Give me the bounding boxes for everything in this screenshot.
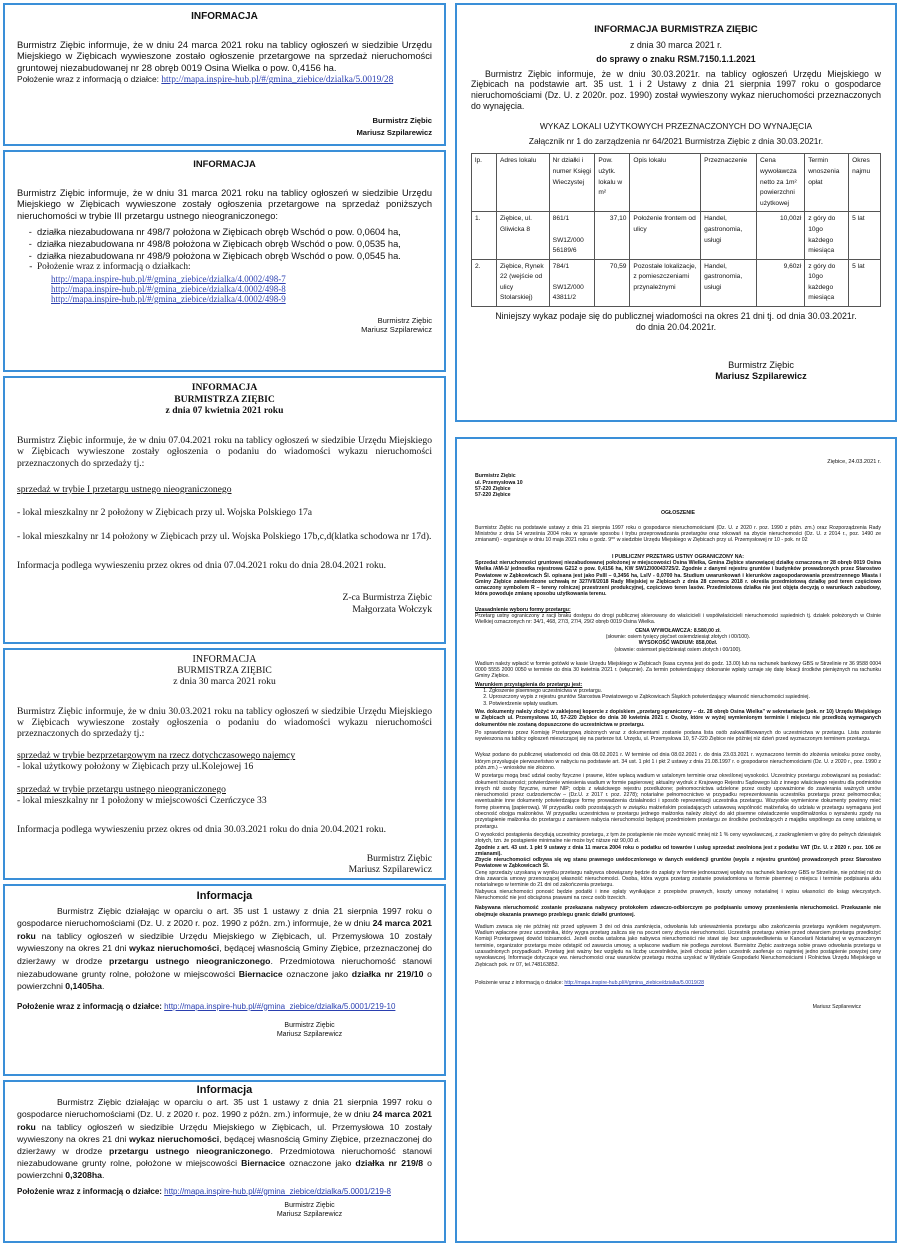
place-date: Ziębice, 24.03.2021 r.: [827, 459, 881, 465]
notice-body: Burmistrz Ziębic informuje, że w dniu 31 marca 2021 roku na tablicy ogłoszeń w siedzibie Urzędu Miejskiego w Ziębicach wywieszone zostały ogłoszenia przetargowe na sprzedaż poniższych nieruchomości w trybie III przetargu ustnego nieograniczonego:: [17, 187, 432, 221]
display-period-note: Informacja podlega wywieszeniu przez okres od dnia 07.04.2021 roku do dnia 28.04.2021 roku.: [17, 560, 386, 572]
notice-box-2: [3, 150, 446, 372]
notice-date: z dnia 07 kwietnia 2021 roku: [165, 405, 284, 417]
list-item: - działka niezabudowana nr 498/7 położona w Ziębicach obręb Wschód o pow. 0,0604 ha,: [37, 227, 432, 239]
paragraph: Wadium zwraca się nie później niż przed upływem 3 dni od dnia zamknięcia, odwołania lub unieważnienia przetargu albo zakończenia przetargu wynikiem negatywnym. Wadium wpłacone przez uczestnika, który wygra przetarg zalicza się na poczet ceny zbycia nieruchomości. Uczestnik przetargu winien przed otwarciem przetargu przedłożyć Komisji Przetargowej dowód tożsamości. Jeżeli osoba ustalona jako nabywca nieruchomości nie stawi się bez usprawiedliwienia w Kancelarii Notarialnej w wyznaczonym terminie, organizator przetargu może odstąpić od zawarcia umowy, a wpłacone wadium nie podlega zwrotowi. Burmistrz Ziębic zastrzega sobie prawo odwołania przetargu w uzasadnionych przypadkach. Przetarg jest ważny bez względu na liczbę uczestników, jeżeli chociaż jeden uczestnik zaoferuje co najmniej jedno postąpienie powyżej ceny wywoławczej. Informacje dotyczące ww. nieruchomości oraz warunków przetargu można uzyskać w Wydziale Gospodarki Nieruchomościami i Rolnictwa Urzędu Miejskiego w Ziębicach pok. nr 07, tel.748163852.: [475, 923, 881, 968]
table-cell: Handel, gastronomia, usługi: [701, 259, 757, 306]
table-row: [472, 212, 881, 259]
col-header: Nr działki i numer Księgi Wieczystej: [549, 154, 595, 212]
col-header: Termin wnoszenia opłat: [805, 154, 849, 212]
signature-name: Mariusz Szpilarewicz: [356, 127, 432, 137]
table-cell: 70,59: [595, 259, 630, 306]
address-line: Burmistrz Ziębic: [475, 473, 516, 480]
table-cell: 784/1 SW1Z/000 43811/2: [549, 259, 595, 306]
location-line: [17, 74, 432, 87]
table-header-row: [472, 154, 881, 212]
location-prefix: Położenie wraz z informacją o działce:: [475, 979, 565, 986]
table-cell: z góry do 10go każdego miesiąca: [805, 259, 849, 306]
location-label: - Położenie wraz z informacją o działkach:: [37, 262, 432, 274]
signature-role: Burmistrz Ziębic: [366, 853, 432, 865]
table-cell: 37,10: [595, 212, 630, 259]
table-cell: 861/1 SW1Z/000 56189/6: [549, 212, 595, 259]
parcel-list: [17, 227, 432, 273]
publication-period: Niniejszy wykaz podaje się do publicznej wiadomości na okres 21 dni tj. od dnia 30.03.2021r. do dnia 20.04.2021r.: [495, 311, 857, 332]
notice-subtitle: BURMISTRZA ZIĘBIC: [177, 665, 272, 677]
annex-note: Załącznik nr 1 do zarządzenia nr 64/2021 Burmistrza Ziębic z dnia 30.03.2021r.: [528, 135, 824, 146]
signature-role: Burmistrz Ziębic: [284, 1022, 335, 1030]
table-cell: 5 lat: [849, 212, 881, 259]
starting-price: CENA WYWOŁAWCZA: 8.580,00 zł.: [635, 627, 721, 634]
signature-name: Mariusz Szpilarewicz: [276, 1210, 343, 1218]
table-cell: 10,00zł: [757, 212, 805, 259]
table-cell: 9,60zł: [757, 259, 805, 306]
address-line: 57-220 Ziębice: [475, 485, 511, 492]
sale-description: Sprzedaż nieruchomości gruntowej niezabudowanej położonej w miejscowości Osina Wielka, Gmina Ziębice stanowiącej działkę oznaczoną nr 28 obręb 0019 Osina Wielka /AM-1/ jednostka rejestrowa G212 o pow. 0,4156 ha, KW SW1Z/00043725/2. Zgodnie z danymi rejestru gruntów i budynków prowadzonych przez Starostwo Powiatowe w Ząbkowicach Śl. opisana jest jako PsIII – 0,3456 ha, LsIV - 0,0700 ha. Studium uwarunkowań i kierunków zagospodarowania przestrzennego Miasta i Gminy Ziębice zatwierdzone uchwałą nr 327/VII/2018 Rady Miejskiej w Ziębicach z dnia 28 czerwca 2018 r. określa przedmiotową działkę pod teren częściowo oznaczony symbolem R – tereny rolniczej przestrzeni produkcyjnej, częściowo teren lasów. Przedmiotowa działka nie jest objęta decyzją o warunkach zabudowy, która powoduje zmianę sposobu użytkowania terenu.: [475, 559, 881, 598]
notice-title: INFORMACJA: [193, 158, 256, 169]
deposit-payment-text: Wadium należy wpłacić w formie gotówki w kasie Urzędu Miejskiego w Ziębicach (kasa czynna jest do godz. 13.00) lub na rachunek bankowy GBS w Strzelinie nr 36 9588 0004 0000 5555 2000 0050 w terminie do dnia 30 kwietnia 2021 r. (włącznie). Za termin potwierdzający dokonanie wpłaty uznaje się datę lokacji środków pieniężnych na rachunku Gminy Ziębice.: [475, 660, 881, 680]
address-line: ul. Przemysłowa 10: [475, 479, 523, 486]
sale-mode: sprzedaż w trybie bezprzetargowym na rzecz dotychczasowego najemcy: [17, 750, 296, 762]
col-header: lp.: [472, 154, 497, 212]
table-cell: 1.: [472, 212, 497, 259]
paragraph: Zbycie nieruchomości odbywa się wg stanu prawnego uwidocznionego w danych ewidencji gruntów (wypis z rejestru gruntów) prowadzonych przez Starostwo Powiatowe w Ząbkowicach Śl.: [475, 857, 881, 870]
signature-name: Mariusz Szpilarewicz: [812, 1004, 861, 1011]
table-cell: Ziębice, ul. Gliwicka 8: [497, 212, 550, 259]
notice-box-7: [455, 3, 897, 422]
col-header: Okres najmu: [849, 154, 881, 212]
map-link[interactable]: http://mapa.inspire-hub.pl/#/gmina_ziebice/dzialka/4.0002/498-7: [51, 273, 286, 284]
notice-title: INFORMACJA: [191, 11, 258, 22]
paragraph: Cenę sprzedaży uzyskaną w wyniku przetargu nabywca obowiązany będzie do zapłaty w formie jednorazowej wpłaty na rachunek bankowy GBS w Strzelinie, nie później niż do dnia zawarcia umowy przenoszącej własność nieruchomości. Osoba, która wygra przetarg zostanie powiadomiona w formie pisemnej o miejscu i terminie podpisania aktu notarialnego w terminie do 21 dni od zakończenia przetargu.: [475, 869, 881, 889]
list-item: 2. Uproszczony wypis z rejestru gruntów Starostwa Powiatowego w Ząbkowicach Śląskich potwierdzający własność nieruchomości sąsiedniej.: [489, 694, 881, 700]
list-item: 3. Potwierdzenie wpłaty wadium.: [489, 701, 881, 707]
signature-role: Z-ca Burmistrza Ziębic: [342, 591, 432, 603]
col-header: Adres lokalu: [497, 154, 550, 212]
notice-title: Informacja: [196, 1084, 253, 1096]
notice-body: Burmistrz Ziębic informuje, że w dniu 30.03.2021 roku na tablicy ogłoszeń w siedzibie Urzędu Miejskiego w Ziębicach wywieszone zostały ogłoszenia o podaniu do wiadomości wykazu nieruchomości przeznaczonych do sprzedaży tj.:: [17, 705, 432, 740]
sale-item: - lokal użytkowy położony w Ziębicach przy ul.Kolejowej 16: [17, 761, 254, 773]
deposit-amount: WYSOKOŚĆ WADIUM: 858,00zł.: [638, 640, 718, 647]
table-row: [472, 259, 881, 306]
map-link[interactable]: http://mapa.inspire-hub.pl/#/gmina_ziebice/dzialka/5.0001/219-8: [164, 1186, 391, 1196]
location-line: [475, 980, 881, 986]
conditions-label: Warunkiem przystąpienia do przetargu jest:: [475, 681, 583, 688]
signature-role: Burmistrz Ziębic: [372, 115, 432, 125]
map-link[interactable]: http://mapa.inspire-hub.pl/#/gmina_ziebice/dzialka/4.0002/498-8: [51, 283, 286, 294]
notice-box-8: [455, 437, 897, 1243]
list-item: - działka niezabudowana nr 498/8 położona w Ziębicach obręb Wschód o pow. 0,0535 ha,: [37, 239, 432, 251]
notice-box-5: [3, 884, 446, 1076]
table-cell: Pozostałe lokalizacje, z pomieszczeniami przynależnymi: [630, 259, 701, 306]
map-link[interactable]: http://mapa.inspire-hub.pl/#/gmina_ziebice/dzialka/4.0002/498-9: [51, 293, 286, 304]
table-cell: 5 lat: [849, 259, 881, 306]
tender-form-label: Uzasadnienie wyboru formy przetargu:: [475, 606, 571, 613]
notice-title: INFORMACJA: [191, 382, 258, 393]
signature-name: Mariusz Szpilarewicz: [276, 1031, 343, 1039]
notice-box-1: [3, 3, 446, 146]
notice-body: Burmistrz Ziębic informuje, że w dniu 30.03.2021r. na tablicy ogłoszeń Urzędu Miejskiego w Ziębicach na podstawie art. 35 ust. 1 i 2 Ustawy z dnia 21 sierpnia 1997 roku o gospodarce nieruchomościami (Dz. U. z 2020r. poz. 1990) został wywieszony wykaz nieruchomości przeznaczonych do wynajęcia.: [471, 68, 881, 111]
paragraph: Nabywca nieruchomości ponosić będzie podatki i inne opłaty wynikające z przepisów prawnych, koszty umowy notarialnej i wpisu własności do ksiąg wieczystych. Nieruchomość nie jest obciążona prawami na rzecz osób trzecich.: [475, 888, 881, 901]
paragraph: Wykaz podano do publicznej wiadomości od dnia 08.02.2021 r. W terminie od dnia 08.02.2021 r. do dnia 23.03.2021 r. wyznaczono termin do złożenia wniosku przez osoby, którym przysługuje pierwszeństwo w nabyciu na podstawie art. 34 ust. 1 pkt 1 i pkt 2 ustawy z dnia 21.08.1997 r. o gospodarce nieruchomościami (Dz. U. z 2020 r., poz. 1990 z późn.zm.) – wniosków nie złożono.: [475, 752, 881, 771]
premises-table: [471, 153, 881, 307]
col-header: Pow. użytk. lokalu w m²: [595, 154, 630, 212]
location-prefix: Położenie wraz z informacją o działce:: [17, 1186, 165, 1196]
table-cell: Ziębice, Rynek 22 (wejście od ulicy Stolarskiej): [497, 259, 550, 306]
signature-name: Mariusz Szpilarewicz: [348, 864, 432, 876]
map-link[interactable]: http://mapa.inspire-hub.pl/#/gmina_ziebice/dzialka/5.0019/28: [161, 75, 394, 86]
signature-name: Mariusz Szpilarewicz: [361, 324, 432, 334]
col-header: Opis lokalu: [630, 154, 701, 212]
envelope-instructions: Ww. dokumenty należy złożyć w zaklejonej kopercie z dopiskiem „przetarg ograniczony – dz. 28 obręb Osina Wielka” w sekretariacie (pok. nr 10) Urzędu Miejskiego w Ziębicach ul. Przemysłowa 10, 57-220 Ziębice do dnia 30 kwietnia 2021 r. Osoby, które w wyżej wymienionym terminie i miejscu nie przedłożą wymaganych dokumentów nie zostaną dopuszczone do uczestnictwa w przetargu.: [475, 708, 881, 728]
location-prefix: Położenie wraz z informacją o działce:: [17, 74, 162, 85]
sender-address: [475, 473, 881, 498]
notice-title: INFORMACJA: [192, 654, 257, 665]
map-link[interactable]: http://mapa.inspire-hub.pl/#/gmina_ziebice/dzialka/5.0001/219-10: [164, 1001, 396, 1011]
sale-mode: sprzedaż w trybie I przetargu ustnego nieograniczonego: [17, 483, 232, 495]
notice-box-3: [3, 376, 446, 644]
notice-box-4: [3, 648, 446, 880]
col-header: Przeznaczenie: [701, 154, 757, 212]
signature-role: Burmistrz Ziębic: [284, 1201, 335, 1209]
notice-title: Informacja: [196, 890, 253, 902]
sale-item: - lokal mieszkalny nr 2 położony w Ziębicach przy ul. Wojska Polskiego 17a: [17, 507, 313, 519]
signature-name: Mariusz Szpilarewicz: [715, 370, 807, 381]
case-reference: do sprawy o znaku RSM.7150.1.1.2021: [596, 54, 756, 65]
list-heading: WYKAZ LOKALI UŻYTKOWYCH PRZEZNACZONYCH DO WYNAJĘCIA: [539, 121, 813, 132]
signature-role: Burmistrz Ziębic: [728, 360, 794, 371]
notice-body: Burmistrz Ziębic informuje, że w dniu 07.04.2021 roku na tablicy ogłoszeń w siedzibie Urzędu Miejskiego w Ziębicach wywieszone zostały ogłoszenia o podaniu do wiadomości wykazu nieruchomości przeznaczonych do sprzedaży tj.:: [17, 434, 432, 469]
sale-item: - lokal mieszkalny nr 1 położony w miejscowości Czerńczyce 33: [17, 794, 267, 806]
table-cell: z góry do 10go każdego miesiąca: [805, 212, 849, 259]
tender-heading: I PUBLICZNY PRZETARG USTNY OGRANICZONY NA:: [612, 553, 744, 560]
address-line: 57-220 Ziębice: [475, 492, 511, 499]
announcement-heading: OGŁOSZENIE: [660, 510, 695, 517]
intro-text: Burmistrz Ziębic na podstawie ustawy z dnia 21 sierpnia 1997 roku o gospodarce nieruchomościami (Dz. U. z 2020 r. poz. 1990 z późn. zm.) oraz Rozporządzenia Rady Ministrów z dnia 14 września 2004 roku w sprawie sposobu i trybu przeprowadzania przetargów oraz rokowań na zbycie nieruchomości (Dz. U. z 2014 r., poz. 1490 ze zmianami) - organizuje w dniu 10 maja 2021 roku o godz. 9⁰⁰ w siedzibie Urzędu Miejskiego w Ziębicach przy ul. Przemysłowej nr 10 - pok. nr 02: [475, 524, 881, 544]
notice-date: z dnia 30 marca 2021 r.: [630, 39, 722, 50]
paragraph: O wysokości postąpienia decydują uczestnicy przetargu, z tym że postąpienie nie może wynosić mniej niż 1 % ceny wywoławczej, z zaokrągleniem w górę do pełnych dziesiątek złotych, tzn. że postąpienie minimalne nie może być niższe niż 90,00 zł.: [475, 831, 881, 845]
table-cell: Handel, gastronomia, usługi: [701, 212, 757, 259]
commission-text: Po sprawdzeniu przez Komisję Przetargową złożonych wraz z dokumentami zostanie podana lista osób zakwalifikowanych do uczestnictwa w przetargu. Lista zostanie wywieszona na tablicy ogłoszeń mieszczącej się na parterze tut. Urzędu, ul. Przemysłowa 10, 57-220 Ziębice nie później niż dzień przed wyznaczonym terminem przetargu.: [475, 729, 881, 743]
sale-item: - lokal mieszkalny nr 14 położony w Ziębicach przy ul. Wojska Polskiego 17b,c,d(klatka schodowa nr 17d).: [17, 530, 432, 542]
location-prefix: Położenie wraz z informacją o działce:: [17, 1001, 165, 1011]
location-line: [17, 1001, 432, 1014]
location-line: [17, 1186, 432, 1198]
notice-date: z dnia 30 marca 2021 roku: [173, 676, 276, 688]
paragraph: Zgodnie z art. 43 ust. 1 pkt 9 ustawy z dnia 11 marca 2004 roku o podatku od towarów i usług sprzedaż zwolniona jest z podatku VAT (Dz. U. z 2020 r. poz. 106 ze zmianami).: [475, 844, 881, 857]
notice-title: INFORMACJA BURMISTRZA ZIĘBIC: [594, 24, 758, 35]
notice-box-6: [3, 1080, 446, 1243]
signature-name: Małgorzata Wołczyk: [352, 603, 432, 615]
notice-subtitle: BURMISTRZA ZIĘBIC: [174, 393, 275, 405]
list-item: - działka niezabudowana nr 498/9 położona w Ziębicach obręb Wschód o pow. 0,0545 ha.: [37, 251, 432, 263]
signature-role: Burmistrz Ziębic: [377, 315, 432, 325]
col-header: Cena wywoławcza netto za 1m² powierzchni użytkowej: [757, 154, 805, 212]
notice-body: Burmistrz Ziębic działając w oparciu o art. 35 ust 1 ustawy z dnia 21 sierpnia 1997 roku o gospodarce nieruchomościami (Dz. U. z 2020 r. poz. 1990 z późn. zm.) informuje, że w dniu 24 marca 2021 roku na tablicy ogłoszeń w siedzibie Urzędu Miejskiego w Ziębicach, ul. Przemysłowa 10 zostały wywieszony na okres 21 dni wykaz nieruchomości, będącej własnością Gminy Ziębice, przeznaczonej do dzierżawy w drodze przetargu ustnego nieograniczonego. Przedmiotowa nieruchomość stanowi niezabudowane grunty rolne, położone w miejscowości Biernacice oznaczone jako działka nr 219/10 o powierzchni 0,1405ha.: [17, 905, 433, 992]
paragraph: W przetargu mogą brać udział osoby fizyczne i prawne, które wpłacą wadium w ustalonym terminie oraz określonej wysokości. Uczestnicy przetargu zobowiązani są posiadać: dokument tożsamości; potwierdzenie wniesienia wadium w formie papierowej; aktualny wydruk z Krajowego Rejestru Sądowego lub z innego właściwego rejestru dla podmiotów innych niż osoby fizyczne, numer NIP; odpis z właściwego rejestru przedłużone; pełnomocnictwa udzielone przez osoby upoważnione do zawierania ważnych umów nieruchomości przez cudzoziemców – (Dz.U. z 2017 r. poz. 2278); notarialne pełnomocnictwo w przypadku reprezentowania uczestnika przetargu przez pełnomocnika; ewentualnie inne dokumenty potwierdzające formę prowadzenia działalności i sposób reprezentacji uczestnika przetargu. Wszystkie wymienione dokumenty powinny mieć formę pisemną (papierową). W przypadku osób pozostających w związku małżeńskim posiadających ustawową wspólność małżeńską do udziału w przetargu wymagana jest obecność obojga małżonków. W przypadku uczestnictwa w przetargu jednego małżonka należy złożyć do akt pisemne oświadczenie współmałżonka o wyrażeniu zgody na przystąpienie małżonka do przetargu z zamiarem nabycia nieruchomości będącej przedmiotem przetargu ze środków pochodzących z majątku wspólnego za cenę ustaloną w przetargu.: [475, 773, 881, 830]
map-links: [17, 274, 432, 304]
conditions-list: [475, 688, 881, 707]
map-link[interactable]: http://mapa.inspire-hub.pl/#/gmina_ziebice/dzialka/5.0019/28: [564, 979, 704, 986]
table-cell: 2.: [472, 259, 497, 306]
display-period-note: Informacja podlega wywieszeniu przez okres od dnia 30.03.2021 roku do dnia 20.04.2021 roku.: [17, 824, 386, 836]
notice-body: Burmistrz Ziębic informuje, że w dniu 24 marca 2021 roku na tablicy ogłoszeń w siedzibie Urzędu Miejskiego w Ziębicach wywieszone zostało ogłoszenie przetargowe na sprzedaż nieruchomości gruntowej niezabudowanej nr 28 obręb 0019 Osina Wielka o pow. 0,4156 ha.: [17, 38, 432, 73]
sale-mode: sprzedaż w trybie przetargu ustnego nieograniczonego: [17, 783, 226, 795]
starting-price-words: (słownie: osiem tysięcy pięćset osiemdziesiąt złotych i 00/100).: [605, 633, 751, 640]
table-cell: Położenie frontem od ulicy: [630, 212, 701, 259]
notice-body: Burmistrz Ziębic działając w oparciu o art. 35 ust 1 ustawy z dnia 21 sierpnia 1997 roku o gospodarce nieruchomościami (Dz. U. z 2020 r. poz. 1990 z późn. zm.) informuje, że w dniu 24 marca 2021 roku na tablicy ogłoszeń w siedzibie Urzędu Miejskiego w Ziębicach, ul. Przemysłowa 10 zostały wywieszony na okres 21 dni wykaz nieruchomości, będącej własnością Gminy Ziębice, przeznaczonej do dzierżawy w drodze przetargu ustnego nieograniczonego. Przedmiotowa nieruchomość stanowi niezabudowane grunty rolne, położone w miejscowości Biernacice oznaczone jako działka nr 219/8 o powierzchni 0,3208ha.: [17, 1097, 433, 1181]
tender-form-text: Przetarg ustny ograniczony z racji braku dostępu do drogi publicznej skierowany do właścicieli i współwłaścicieli nieruchomości sąsiednich tj. działek położonych w Osinie Wielkiej oznaczonych nr: 34/1, 468, 27/3, 27/4, 29/2 obręb 0019 Osina Wielka.: [475, 613, 881, 626]
paragraph: Nabywana nieruchomość zostanie przekazana nabywcy protokołem zdawczo-odbiorczym po podpisaniu umowy przeniesienia nieruchomości. Przekazanie nie obejmuje okazania prawnego przebiegu granic działki gruntowej.: [475, 905, 881, 918]
list-item: 1. Zgłoszenie pisemnego uczestnictwa w przetargu.: [489, 688, 881, 694]
deposit-words: (słownie: osiemset pięćdziesiąt osiem złotych i 00/100).: [614, 646, 742, 653]
